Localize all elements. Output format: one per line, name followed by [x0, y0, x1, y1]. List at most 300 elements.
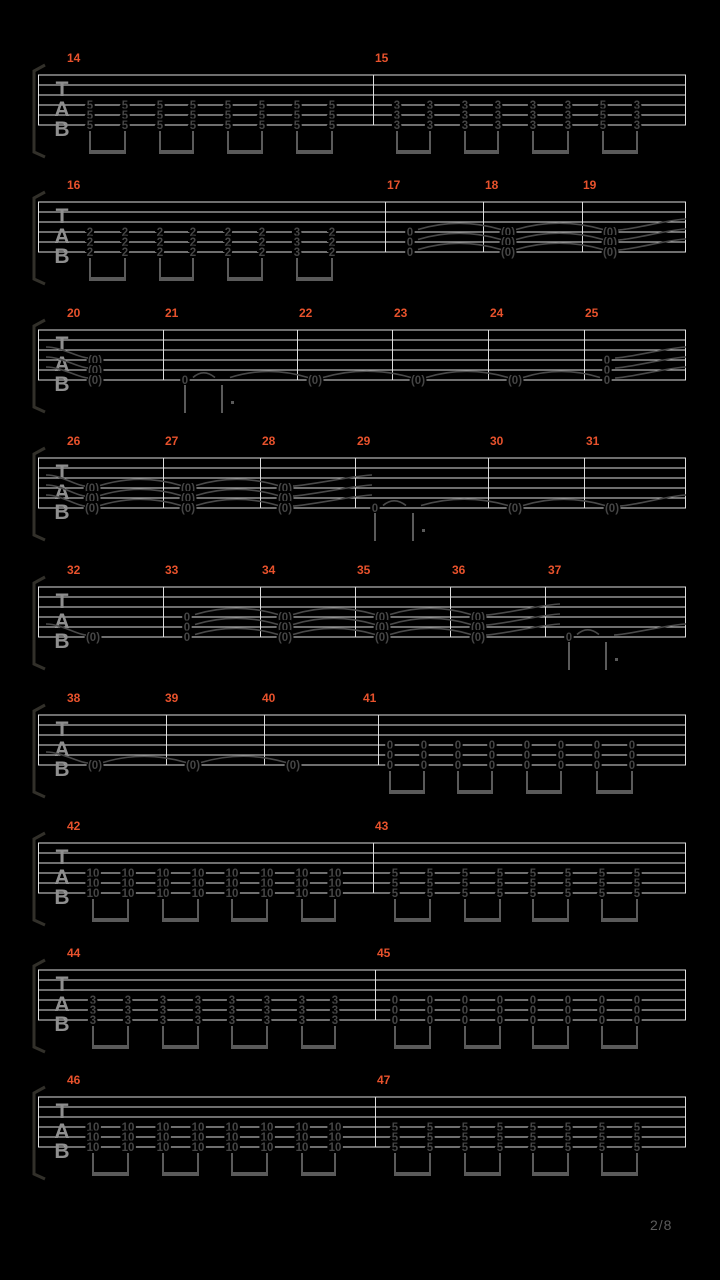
- tie-arc: [293, 475, 372, 486]
- fret-number: 2: [224, 227, 232, 239]
- tab-measure[interactable]: [489, 306, 523, 387]
- fret-number: 3: [564, 110, 572, 122]
- clef-letter: B: [54, 886, 70, 909]
- fret-number: 5: [598, 1122, 606, 1134]
- tie-arc: [390, 618, 471, 624]
- tie-arc: [618, 219, 686, 230]
- tab-measure[interactable]: [164, 563, 191, 644]
- fret-number: 0: [426, 995, 434, 1007]
- tie-arc: [195, 608, 278, 614]
- fret-number: 0: [406, 227, 414, 239]
- fret-number: 5: [496, 1142, 504, 1154]
- tab-measure[interactable]: [374, 51, 641, 154]
- fret-number: 5: [224, 120, 232, 132]
- tie-arc: [418, 223, 501, 229]
- clef-letter: T: [55, 205, 69, 228]
- fret-number: 5: [426, 888, 434, 900]
- tie-arc: [516, 223, 603, 229]
- fret-number: 0: [406, 237, 414, 249]
- fret-number: 5: [598, 1132, 606, 1144]
- fret-number: 0: [633, 1005, 641, 1017]
- beam: [396, 150, 431, 154]
- fret-number: 10: [191, 1122, 205, 1134]
- fret-number: 5: [564, 868, 572, 880]
- fret-number: 5: [189, 110, 197, 122]
- fret-number: 5: [121, 110, 129, 122]
- fret-number: 2: [328, 237, 336, 249]
- beam: [92, 1172, 129, 1176]
- fret-number: 2: [224, 237, 232, 249]
- fret-number: 10: [328, 1132, 342, 1144]
- fret-number: 3: [529, 110, 537, 122]
- tab-measure[interactable]: [67, 178, 335, 281]
- fret-number: 0: [593, 750, 601, 762]
- fret-number: 5: [328, 110, 336, 122]
- beam: [464, 150, 499, 154]
- tab-clef: [54, 973, 69, 1036]
- clef-letter: B: [54, 630, 70, 653]
- beam: [162, 1045, 199, 1049]
- tie-arc: [293, 485, 372, 496]
- tab-measure[interactable]: [583, 178, 618, 259]
- fret-number: 2: [121, 227, 129, 239]
- tie-arc: [390, 608, 471, 614]
- fret-number: 10: [86, 1122, 100, 1134]
- fret-number: 0: [420, 740, 428, 752]
- fret-number: 2: [121, 247, 129, 259]
- fret-number: 5: [391, 868, 399, 880]
- fret-number: 10: [260, 868, 274, 880]
- beam: [296, 150, 333, 154]
- tie-arc: [516, 243, 603, 249]
- fret-number: 10: [225, 868, 239, 880]
- fret-number: (0): [470, 622, 486, 634]
- fret-number: 0: [557, 750, 565, 762]
- fret-number: 5: [224, 100, 232, 112]
- fret-number: 3: [529, 120, 537, 132]
- clef-letter: T: [55, 78, 69, 101]
- tie-arc: [618, 229, 686, 240]
- fret-number: (0): [602, 227, 618, 239]
- system-bracket: [34, 65, 45, 157]
- tab-measure[interactable]: [67, 819, 341, 922]
- fret-number: 0: [564, 1015, 572, 1027]
- fret-number: 0: [496, 1005, 504, 1017]
- fret-number: 3: [263, 995, 271, 1007]
- fret-number: 5: [461, 1142, 469, 1154]
- beam: [532, 918, 569, 922]
- tie-arc: [577, 630, 599, 635]
- fret-number: 10: [121, 868, 135, 880]
- tie-arc: [100, 489, 181, 495]
- fret-number: 5: [598, 868, 606, 880]
- fret-number: 0: [557, 740, 565, 752]
- clef-letter: A: [54, 481, 70, 504]
- fret-number: 5: [258, 110, 266, 122]
- fret-number: 5: [633, 1132, 641, 1144]
- fret-number: 3: [89, 995, 97, 1007]
- system-bracket: [34, 577, 45, 669]
- tab-system: [34, 691, 686, 797]
- fret-number: 10: [86, 878, 100, 890]
- tab-clef: [54, 590, 69, 653]
- fret-number: 0: [496, 1015, 504, 1027]
- tab-measure[interactable]: [386, 178, 414, 259]
- augmentation-dot: [231, 401, 234, 404]
- beam: [162, 1172, 199, 1176]
- beam: [159, 150, 194, 154]
- fret-number: 5: [426, 868, 434, 880]
- fret-number: 10: [295, 1122, 309, 1134]
- fret-number: 0: [565, 632, 573, 644]
- fret-number: 5: [121, 120, 129, 132]
- tie-arc: [620, 495, 686, 506]
- beam: [227, 150, 263, 154]
- tab-measure[interactable]: [585, 434, 620, 515]
- fret-number: 3: [293, 237, 301, 249]
- tab-measure[interactable]: [67, 51, 336, 154]
- clef-letter: B: [54, 118, 70, 141]
- fret-number: (0): [84, 503, 100, 515]
- fret-number: 0: [488, 740, 496, 752]
- fret-number: 2: [121, 237, 129, 249]
- fret-number: 0: [523, 760, 531, 772]
- system-bracket: [34, 705, 45, 797]
- tie-arc: [421, 499, 508, 505]
- fret-number: 10: [86, 868, 100, 880]
- tie-arc: [323, 371, 411, 377]
- fret-number: 0: [496, 995, 504, 1007]
- fret-number: 2: [258, 227, 266, 239]
- beam: [301, 918, 336, 922]
- fret-number: 5: [529, 888, 537, 900]
- clef-letter: A: [54, 98, 70, 121]
- beam: [602, 150, 638, 154]
- beam: [601, 918, 638, 922]
- fret-number: 5: [633, 1122, 641, 1134]
- fret-number: 5: [461, 888, 469, 900]
- beam: [301, 1172, 336, 1176]
- fret-number: (0): [500, 247, 516, 259]
- tie-arc: [196, 489, 278, 495]
- fret-number: 5: [496, 1122, 504, 1134]
- fret-number: 0: [391, 995, 399, 1007]
- fret-number: 0: [598, 1015, 606, 1027]
- fret-number: 0: [598, 1005, 606, 1017]
- beam: [526, 790, 562, 794]
- fret-number: 3: [426, 110, 434, 122]
- fret-number: 10: [121, 888, 135, 900]
- fret-number: (0): [180, 503, 196, 515]
- fret-number: 5: [461, 1122, 469, 1134]
- fret-number: 3: [298, 995, 306, 1007]
- measure-number: 21: [165, 306, 179, 320]
- measure-number: 17: [387, 178, 401, 192]
- fret-number: (0): [500, 227, 516, 239]
- augmentation-dot: [615, 658, 618, 661]
- fret-number: 10: [191, 878, 205, 890]
- beam: [394, 1172, 431, 1176]
- fret-number: 3: [331, 1005, 339, 1017]
- fret-number: (0): [87, 760, 103, 772]
- clef-letter: B: [54, 1140, 70, 1163]
- measure-number: 40: [262, 691, 276, 705]
- fret-number: 10: [260, 1132, 274, 1144]
- fret-number: 2: [189, 227, 197, 239]
- fret-number: 0: [598, 995, 606, 1007]
- clef-letter: A: [54, 353, 70, 376]
- tab-measure[interactable]: [376, 1073, 641, 1176]
- fret-number: 10: [225, 1132, 239, 1144]
- tab-system: [34, 946, 686, 1052]
- fret-number: (0): [85, 632, 101, 644]
- beam: [301, 1045, 336, 1049]
- fret-number: 10: [295, 878, 309, 890]
- measure-number: 42: [67, 819, 81, 833]
- tie-arc: [426, 371, 508, 377]
- fret-number: 3: [263, 1005, 271, 1017]
- fret-number: 2: [156, 237, 164, 249]
- beam: [92, 1045, 129, 1049]
- fret-number: 3: [124, 995, 132, 1007]
- fret-number: 10: [295, 868, 309, 880]
- fret-number: 3: [331, 995, 339, 1007]
- fret-number: 0: [633, 1015, 641, 1027]
- fret-number: (0): [185, 760, 201, 772]
- tab-measure[interactable]: [67, 946, 338, 1049]
- fret-number: 3: [293, 227, 301, 239]
- fret-number: 5: [598, 888, 606, 900]
- fret-number: 2: [156, 247, 164, 259]
- measure-number: 31: [586, 434, 600, 448]
- fret-number: 0: [593, 760, 601, 772]
- tie-arc: [615, 367, 686, 378]
- fret-number: 5: [426, 1142, 434, 1154]
- measure-number: 30: [490, 434, 504, 448]
- beam: [532, 1172, 569, 1176]
- fret-number: 5: [564, 1142, 572, 1154]
- fret-number: 5: [598, 1142, 606, 1154]
- tab-measure[interactable]: [67, 691, 102, 772]
- fret-number: (0): [374, 612, 390, 624]
- tie-arc: [615, 347, 686, 358]
- fret-number: 5: [461, 1132, 469, 1144]
- fret-number: 10: [225, 1122, 239, 1134]
- tab-measure[interactable]: [363, 691, 635, 794]
- fret-number: (0): [87, 355, 103, 367]
- fret-number: (0): [602, 247, 618, 259]
- system-bracket: [34, 1087, 45, 1179]
- fret-number: 3: [393, 100, 401, 112]
- clef-letter: B: [54, 758, 70, 781]
- fret-number: 2: [86, 247, 94, 259]
- measure-number: 34: [262, 563, 276, 577]
- measure-number: 15: [375, 51, 389, 65]
- fret-number: (0): [277, 612, 293, 624]
- tie-arc: [103, 756, 186, 762]
- fret-number: 5: [189, 100, 197, 112]
- fret-number: 10: [156, 878, 170, 890]
- tab-measure[interactable]: [67, 1073, 341, 1176]
- beam: [92, 918, 129, 922]
- fret-number: 0: [454, 740, 462, 752]
- fret-number: (0): [277, 493, 293, 505]
- beam: [227, 277, 263, 281]
- fret-number: 0: [386, 750, 394, 762]
- fret-number: 5: [86, 120, 94, 132]
- fret-number: 5: [391, 1132, 399, 1144]
- fret-number: 2: [224, 247, 232, 259]
- tab-measure[interactable]: [165, 691, 200, 772]
- measure-number: 32: [67, 563, 81, 577]
- fret-number: 0: [420, 750, 428, 762]
- fret-number: 10: [295, 1142, 309, 1154]
- tab-measure[interactable]: [67, 563, 100, 644]
- tab-system: [34, 1073, 686, 1179]
- fret-number: 5: [496, 878, 504, 890]
- tab-measure[interactable]: [374, 819, 641, 922]
- clef-letter: B: [54, 501, 70, 524]
- clef-letter: B: [54, 1013, 70, 1036]
- fret-number: 3: [194, 1005, 202, 1017]
- measure-number: 29: [357, 434, 371, 448]
- tab-measure[interactable]: [356, 563, 390, 644]
- fret-number: 3: [293, 247, 301, 259]
- beam: [394, 918, 431, 922]
- tab-measure[interactable]: [376, 946, 641, 1049]
- fret-number: 3: [633, 110, 641, 122]
- tab-clef: [54, 718, 69, 781]
- system-bracket: [34, 960, 45, 1052]
- fret-number: 10: [260, 878, 274, 890]
- tie-arc: [618, 239, 686, 250]
- measure-number: 33: [165, 563, 179, 577]
- fret-number: 0: [529, 995, 537, 1007]
- tab-measure[interactable]: [451, 563, 486, 644]
- fret-number: 0: [633, 995, 641, 1007]
- fret-number: 5: [86, 110, 94, 122]
- tie-arc: [516, 233, 603, 239]
- beam: [464, 918, 501, 922]
- tab-system: [34, 819, 686, 925]
- tab-clef: [54, 205, 69, 268]
- fret-number: 3: [124, 1005, 132, 1017]
- fret-number: 10: [191, 888, 205, 900]
- fret-number: 3: [564, 120, 572, 132]
- tie-arc: [615, 357, 686, 368]
- fret-number: 10: [86, 888, 100, 900]
- tie-arc: [523, 499, 605, 505]
- fret-number: 3: [228, 1005, 236, 1017]
- fret-number: 5: [599, 110, 607, 122]
- fret-number: 5: [293, 110, 301, 122]
- fret-number: (0): [470, 632, 486, 644]
- fret-number: 3: [89, 1015, 97, 1027]
- tab-measure[interactable]: [262, 691, 300, 772]
- fret-number: 5: [564, 888, 572, 900]
- fret-number: 10: [225, 878, 239, 890]
- fret-number: 3: [494, 120, 502, 132]
- fret-number: 3: [89, 1005, 97, 1017]
- fret-number: 3: [494, 100, 502, 112]
- clef-letter: T: [55, 973, 69, 996]
- measure-number: 28: [262, 434, 276, 448]
- fret-number: (0): [277, 503, 293, 515]
- fret-number: 0: [183, 612, 191, 624]
- fret-number: 10: [191, 868, 205, 880]
- fret-number: 0: [603, 355, 611, 367]
- tab-measure[interactable]: [67, 306, 102, 387]
- fret-number: 3: [494, 110, 502, 122]
- fret-number: 3: [633, 120, 641, 132]
- fret-number: 0: [628, 750, 636, 762]
- fret-number: 3: [263, 1015, 271, 1027]
- fret-number: 0: [593, 740, 601, 752]
- fret-number: 10: [86, 1132, 100, 1144]
- fret-number: 0: [603, 375, 611, 387]
- system-bracket: [34, 320, 45, 412]
- fret-number: (0): [285, 760, 301, 772]
- fret-number: 3: [124, 1015, 132, 1027]
- measure-number: 36: [452, 563, 466, 577]
- fret-number: 10: [295, 888, 309, 900]
- fret-number: 0: [420, 760, 428, 772]
- beam: [464, 1045, 501, 1049]
- fret-number: 3: [564, 100, 572, 112]
- clef-letter: A: [54, 225, 70, 248]
- tab-clef: [54, 461, 69, 524]
- fret-number: 0: [628, 740, 636, 752]
- fret-number: 0: [386, 760, 394, 772]
- fret-number: 3: [461, 100, 469, 112]
- fret-number: 5: [293, 100, 301, 112]
- fret-number: (0): [374, 632, 390, 644]
- fret-number: 3: [426, 100, 434, 112]
- fret-number: 5: [391, 888, 399, 900]
- fret-number: 0: [461, 1015, 469, 1027]
- fret-number: 5: [189, 120, 197, 132]
- clef-letter: T: [55, 333, 69, 356]
- beam: [231, 918, 268, 922]
- fret-number: 0: [183, 622, 191, 634]
- fret-number: 0: [564, 995, 572, 1007]
- fret-number: (0): [410, 375, 426, 387]
- fret-number: (0): [180, 483, 196, 495]
- fret-number: 0: [529, 1015, 537, 1027]
- fret-number: 2: [86, 237, 94, 249]
- fret-number: 0: [426, 1005, 434, 1017]
- fret-number: 0: [386, 740, 394, 752]
- fret-number: 0: [391, 1015, 399, 1027]
- fret-number: 5: [293, 120, 301, 132]
- measure-number: 25: [585, 306, 599, 320]
- fret-number: 5: [391, 878, 399, 890]
- fret-number: 0: [603, 365, 611, 377]
- measure-number: 18: [485, 178, 499, 192]
- fret-number: 5: [529, 868, 537, 880]
- fret-number: 10: [328, 1122, 342, 1134]
- tie-arc: [293, 608, 375, 614]
- fret-number: 5: [529, 1142, 537, 1154]
- fret-number: 10: [156, 1142, 170, 1154]
- measure-number: 16: [67, 178, 81, 192]
- fret-number: 0: [628, 760, 636, 772]
- fret-number: 2: [189, 237, 197, 249]
- measure-number: 19: [583, 178, 597, 192]
- fret-number: 10: [260, 888, 274, 900]
- fret-number: 10: [121, 1132, 135, 1144]
- tie-arc: [418, 233, 501, 239]
